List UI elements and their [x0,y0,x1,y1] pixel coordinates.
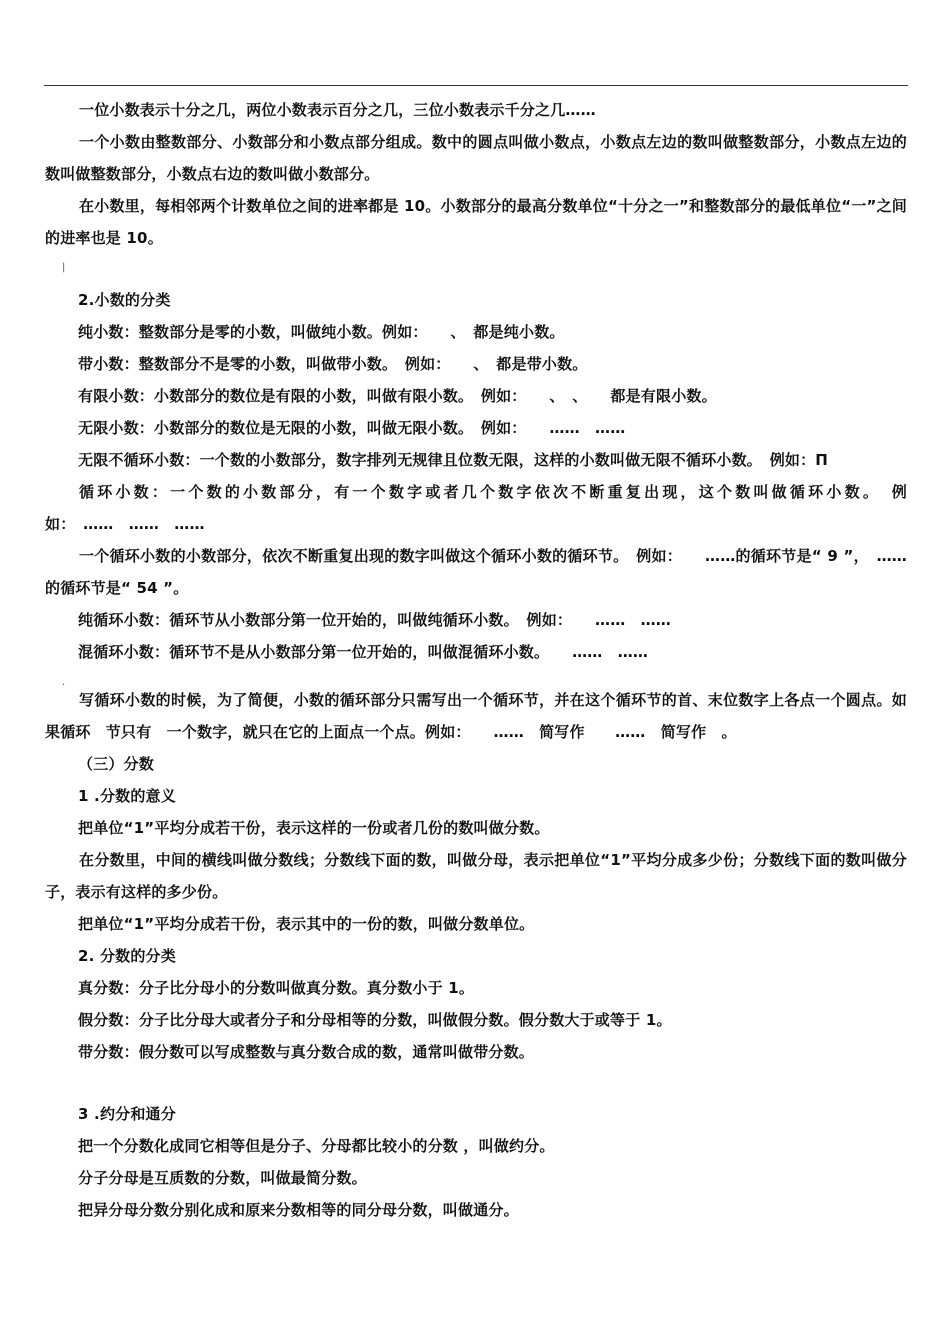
paragraph: 写循环小数的时候，为了简便，小数的循环部分只需写出一个循环节，并在这个循环节的首、末位数字上各点一个圆点。如果循环 节只有 一个数字，就只在它的上面点一个点。例如： …… 简写作 …… 简写作 。 [45,691,907,741]
paragraph: 无限不循环小数：一个数的小数部分，数字排列无规律且位数无限，这样的小数叫做无限不循环小数。 例如：Π [78,451,829,469]
paragraph: 把异分母分数分别化成和原来分数相等的同分母分数，叫做通分。 [78,1201,519,1219]
paragraph: 带小数：整数部分不是零的小数，叫做带小数。 例如： 、 都是带小数。 [78,355,588,373]
spacer [45,254,907,284]
document-body [45,94,907,1226]
header-rule [44,85,908,86]
section-heading: 1 .分数的意义 [78,787,176,805]
paragraph: 无限小数：小数部分的数位是无限的小数，叫做无限小数。 例如： …… …… [78,419,626,437]
paragraph: 真分数：分子比分母小的分数叫做真分数。真分数小于 1。 [78,979,475,997]
paragraph: 一个小数由整数部分、小数部分和小数点部分组成。数中的圆点叫做小数点，小数点左边的数叫做整数部分，小数点左边的数叫做整数部分，小数点右边的数叫做小数部分。 [45,133,907,183]
paragraph: 带分数：假分数可以写成整数与真分数合成的数，通常叫做带分数。 [78,1043,535,1061]
spacer [45,668,907,684]
paragraph: 一个循环小数的小数部分，依次不断重复出现的数字叫做这个循环小数的循环节。 例如： ……的循环节是“ 9 ”， ……的循环节是“ 54 ”。 [45,547,907,597]
section-heading: 2. 分数的分类 [78,947,176,965]
stray-mark: | [62,262,66,273]
paragraph: 分子分母是互质数的分数，叫做最简分数。 [78,1169,367,1187]
paragraph: 纯循环小数：循环节从小数部分第一位开始的，叫做纯循环小数。 例如： …… …… [78,611,672,629]
paragraph: 在小数里，每相邻两个计数单位之间的进率都是 10。小数部分的最高分数单位“十分之一”和整数部分的最低单位“一”之间的进率也是 10。 [45,197,907,247]
paragraph: 循环小数：一个数的小数部分，有一个数字或者几个数字依次不断重复出现，这个数叫做循环小数。 例如： …… …… …… [45,483,907,533]
paragraph: 把一个分数化成同它相等但是分子、分母都比较小的分数 ，叫做约分。 [78,1137,555,1155]
paragraph: 有限小数：小数部分的数位是有限的小数，叫做有限小数。 例如： 、 、 都是有限小数。 [78,387,717,405]
paragraph: 在分数里，中间的横线叫做分数线；分数线下面的数，叫做分母，表示把单位“1”平均分成多少份；分数线下面的数叫做分子，表示有这样的多少份。 [45,851,907,901]
section-heading: 2.小数的分类 [78,291,171,309]
paragraph: 把单位“1”平均分成若干份，表示这样的一份或者几份的数叫做分数。 [78,819,550,837]
paragraph: 一位小数表示十分之几，两位小数表示百分之几，三位小数表示千分之几…… [79,101,596,119]
stray-mark: · [62,680,66,691]
section-heading: （三）分数 [78,755,155,773]
paragraph: 假分数：分子比分母大或者分子和分母相等的分数，叫做假分数。假分数大于或等于 1。 [78,1011,672,1029]
paragraph: 混循环小数：循环节不是从小数部分第一位开始的，叫做混循环小数。 …… …… [78,643,649,661]
paragraph: 把单位“1”平均分成若干份，表示其中的一份的数，叫做分数单位。 [78,915,535,933]
spacer [45,1068,907,1098]
section-heading: 3 .约分和通分 [78,1105,176,1123]
paragraph: 纯小数：整数部分是零的小数，叫做纯小数。例如： 、 都是纯小数。 [78,323,565,341]
